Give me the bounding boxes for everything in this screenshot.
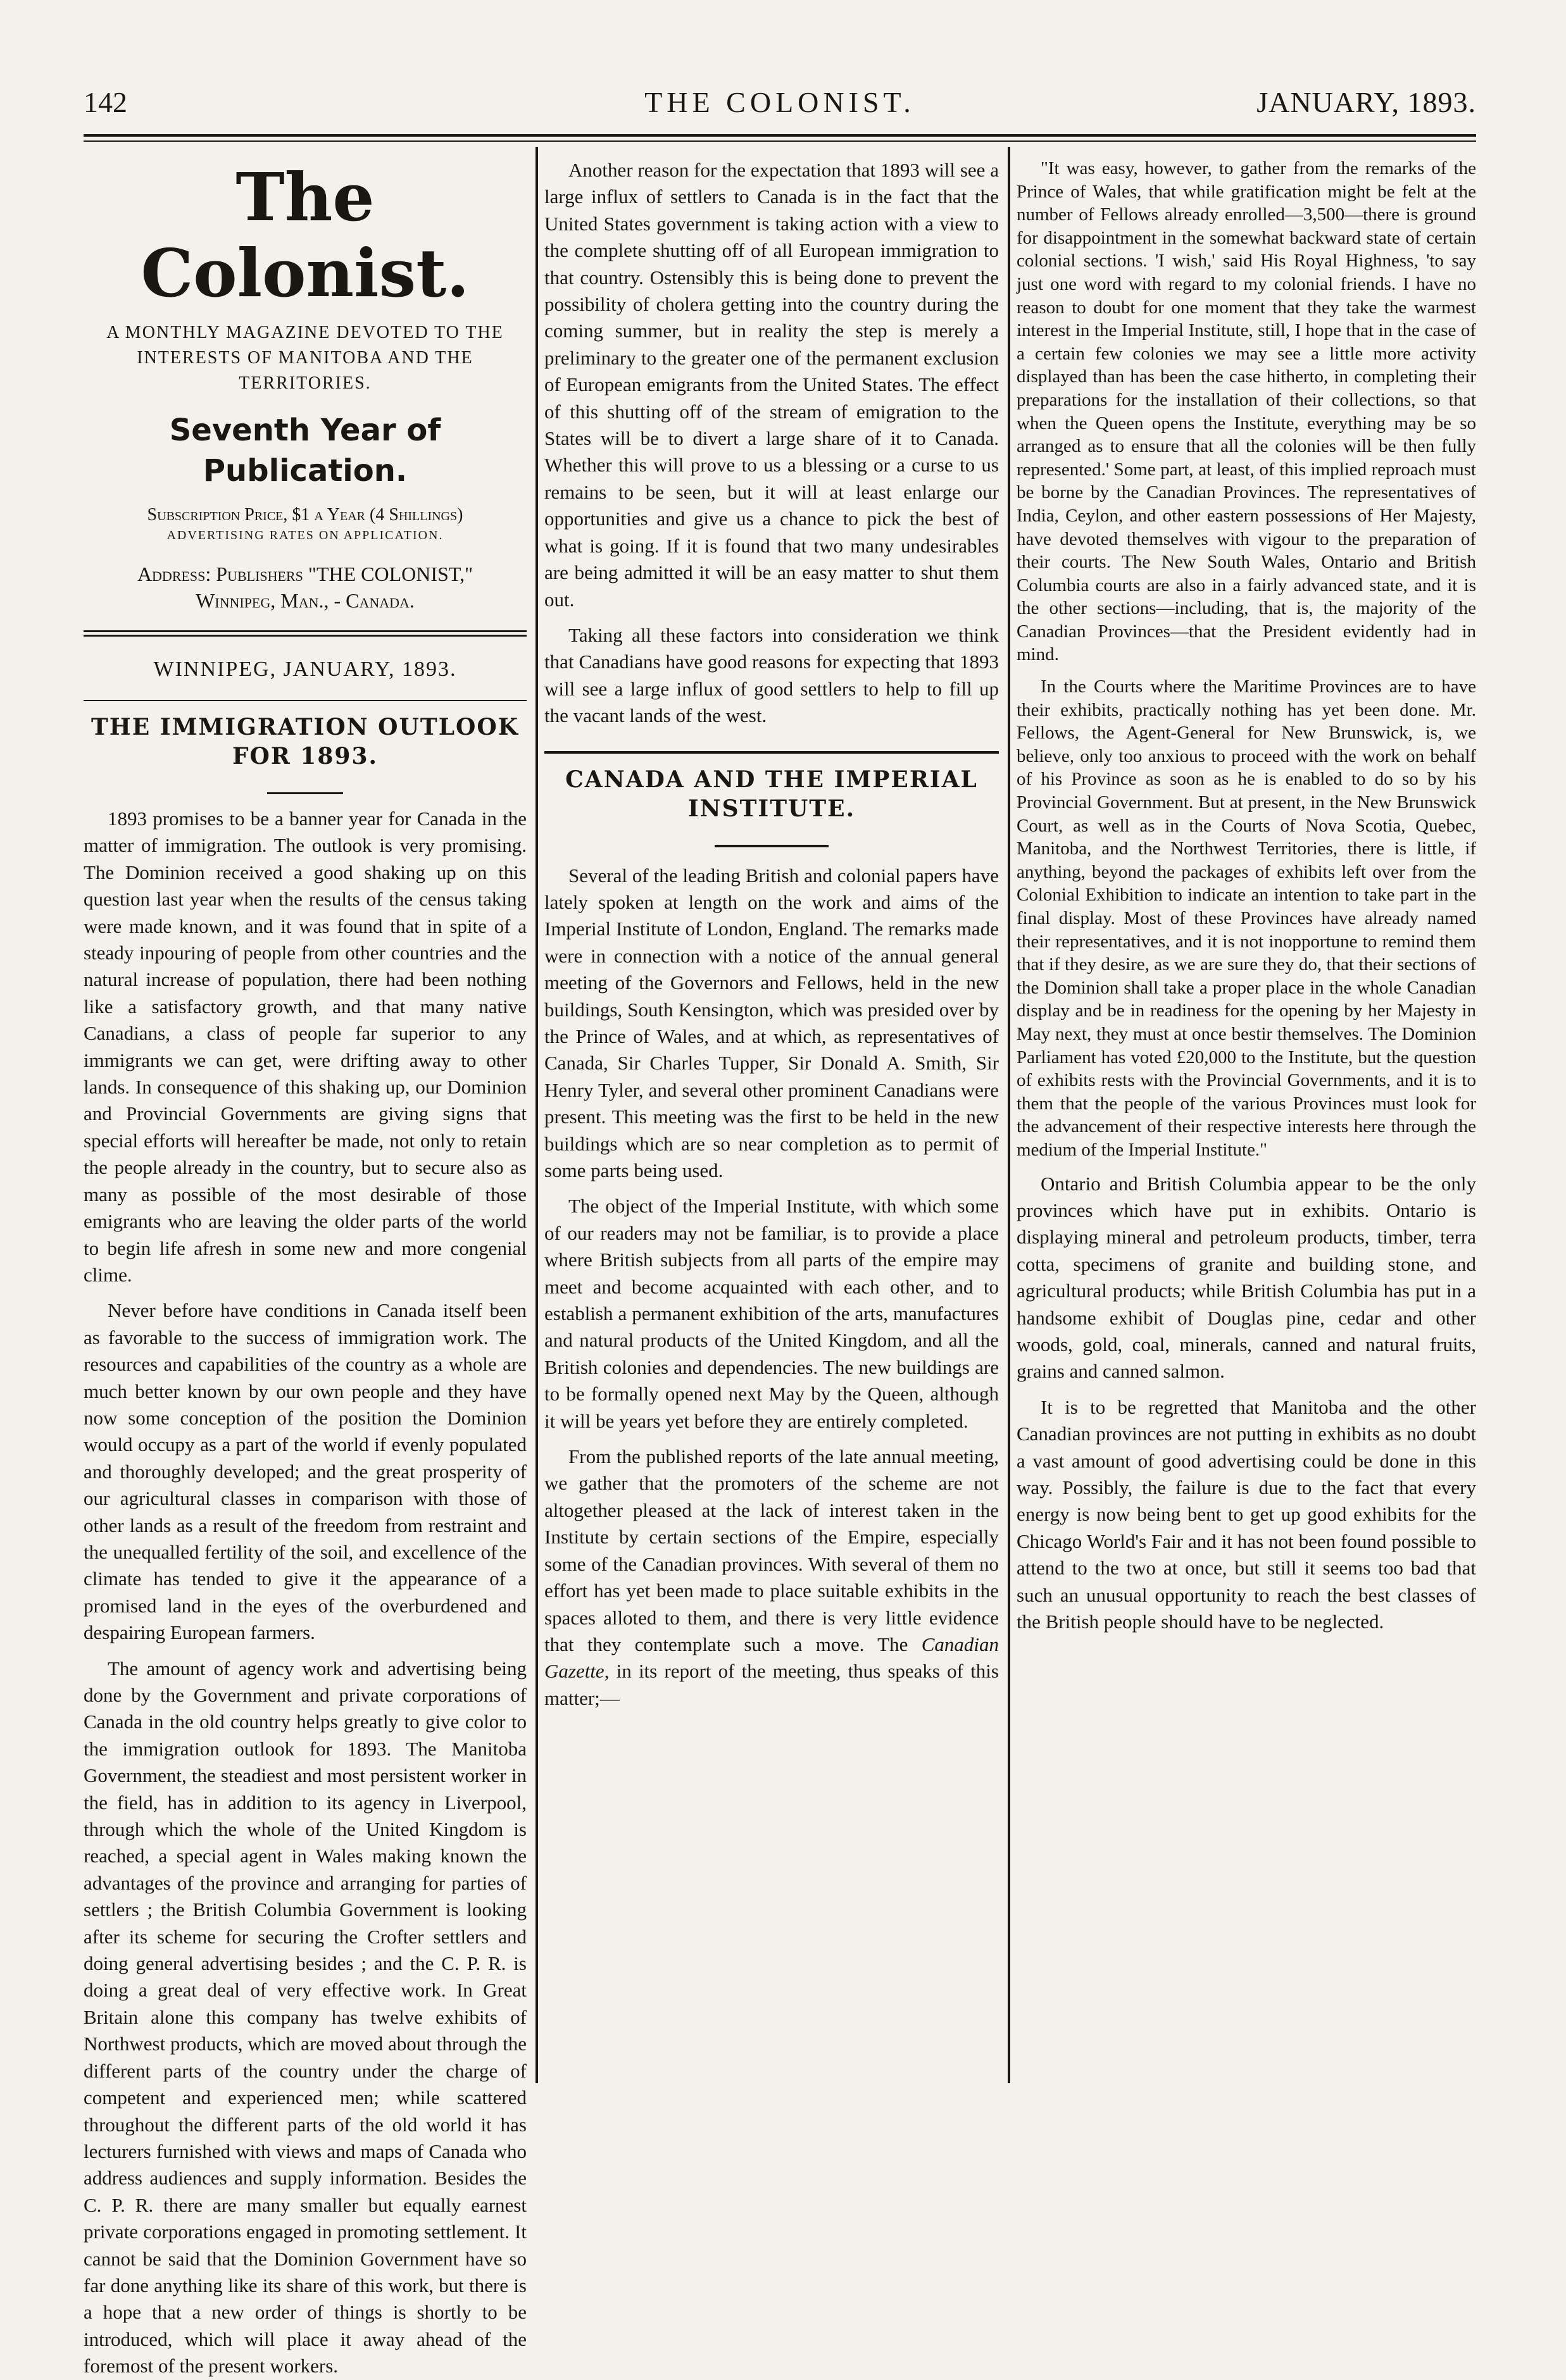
paragraph-text: From the published reports of the late annual meeting, we gather that the promoters of the scheme are not altogether pleased at the lack of interest taken in the Institute by certain sections of the Empire, especially some of the Canadian provinces. With several of them no effort has yet been made to place suitable exhibits in the spaces alloted to them, and there is very little evidence that they contemplate such a move. The	[544, 1445, 999, 1655]
paragraph: 1893 promises to be a banner year for Canada in the matter of immigration. The outlook is very promising. The Dominion received a good shaking up on this question last year when the results of the census taking were made known, and it was found that in spite of a steady inpouring of people from other countries and the natural increase of population, there had been nothing like a satisfactory growth, and that many native Canadians, a class of people far superior to any immigrants we can get, were drifting away to other lands. In consequence of this shaking up, our Dominion and Provincial Governments are giving signs that special efforts will hereafter be made, not only to retain the people already in the country, but to secure also as many as possible of the most desirable of those emigrants who are leaving the older parts of the world to begin life afresh in some new and more congenial clime.	[84, 807, 527, 1286]
dateline: WINNIPEG, JANUARY, 1893.	[153, 657, 457, 681]
masthead	[84, 159, 527, 614]
head-rule	[84, 134, 1476, 137]
quoted-paragraph: In the Courts where the Maritime Provinces are to have their exhibits, practically nothing has yet been done. Mr. Fellows, the Agent-General for New Brunswick, is, we believe, only too anxious to proceed with the work on behalf of his Province as soon as he is enabled to do so by his Provincial Government. But at present, in the New Brunswick Court, as well as in the Courts of Nova Scotia, Quebec, Manitoba, and the Northwest Territories, there is little, if anything, beyond the packages of exhibits left over from the Colonial Exhibition to indicate an intention to take part in the final display. Most of these Provinces have already named their representatives, and it is not inopportune to remind them that if they desire, as we are sure they do, that their sections of the Dominion shall take a proper place in the whole Canadian display and be in readiness for the opening by her Majesty in May next, they must at once bestir themselves. The Dominion Parliament has voted £20,000 to the Institute, but the question of exhibits rests with the Provincial Governments, and it is to them that the people of the various Provinces must look for the advancement of their respective interests here through the medium of the Imperial Institute."	[1017, 676, 1476, 1160]
paragraph: Taking all these factors into consideration we think that Canadians have good reasons for expecting that 1893 will see a large influx of good settlers to help to fill up the vacant lands of the west.	[544, 623, 999, 727]
column-3	[1017, 157, 1476, 2081]
column-1	[84, 157, 527, 2377]
paragraph: Another reason for the expectation that 1893 will see a large influx of settlers to Canada is in the fact that the United States government is taking action with a view to the complete shutting off of all European immigration to that country. Ostensibly this is being done to prevent the possibility of cholera getting into the country during the coming summer, but in reality the step is merely a preliminary to the greater one of the permanent exclusion of European emigrants from the United States. The effect of this shutting off of the stream of emigration to the States will be to divert a large share of it to Canada. Whether this will prove to us a blessing or a curse to us remains to be seen, but it will at least enlarge our opportunities and give us a chance to pick the best of what is going. If it is found that two many undesirables are being admitted it will be an easy matter to shut them out.	[544, 159, 999, 611]
advertising-rates: ADVERTISING RATES ON APPLICATION.	[166, 528, 444, 542]
magazine-name: The Colonist.	[141, 158, 470, 312]
paragraph	[544, 1443, 999, 1712]
running-head	[84, 84, 1476, 121]
paragraph: Several of the leading British and colonial papers have lately spoken at length on the work and aims of the Imperial Institute of London, England. The remarks made were in connection with a notice of the annual general meeting of the Governors and Fellows, held in the new buildings, South Kensington, which was presided over by the Prince of Wales, and at which, as representatives of Canada, Sir Charles Tupper, Sir Donald A. Smith, Sir Henry Tyler, and several other prominent Canadians were present. This meeting was the first to be held in the new buildings which are so near completion as to permit of some parts being used.	[544, 864, 999, 1181]
paragraph: Ontario and British Columbia appear to be the only provinces which have put in exhibits. Ontario is displaying mineral and petroleum products, timber, terra cotta, specimens of granite and building stone, and agricultural products; while British Columbia has put in a handsome exhibit of Douglas pine, cedar and other woods, gold, coal, minerals, canned and natural fruits, grains and canned salmon.	[1017, 1172, 1476, 1383]
dateline-rule	[84, 700, 527, 701]
paragraph-text: in its report of the meeting, thus speaks of this matter;—	[544, 1660, 999, 1709]
double-rule	[84, 630, 527, 637]
head-rule-thin	[84, 140, 1476, 142]
issue-date: JANUARY, 1893.	[1256, 86, 1476, 118]
paragraph: Never before have conditions in Canada itself been as favorable to the success of immigration work. The resources and capabilities of the country as a whole are much better known by our own people and they have now some conception of the position the Dominion would occupy as a part of the world if evenly populated and thoroughly developed; and the great prosperity of our agricultural classes in comparison with those of other lands as a result of the freedom from restraint and the unequalled fertility of the soil, and excellence of the climate has tended to give it the appearance of a promised land in the eyes of the overburdened and despairing European farmers.	[84, 1299, 527, 1644]
publication-title: Canadian Gazette,	[544, 1633, 999, 1683]
section-rule	[544, 751, 999, 754]
magazine-description: A MONTHLY MAGAZINE DEVOTED TO THE INTERESTS OF MANITOBA AND THE TERRITORIES.	[106, 323, 504, 393]
page-number: 142	[84, 86, 127, 118]
publication-year: Seventh Year of Publication.	[169, 413, 441, 489]
paragraph: The amount of agency work and advertising being done by the Government and private corporations of Canada in the old country helps greatly to give color to the immigration outlook for 1893. The Manitoba Government, the steadiest and most persistent worker in the field, has in addition to its agency in Liverpool, through which the whole of the United Kingdom is reached, a special agent in Wales making known the advantages of the province and arranging for parties of settlers ; the British Columbia Government is looking after its scheme for securing the Crofter settlers and doing general advertising besides ; and the C. P. R. is doing a great deal of very effective work. In Great Britain alone this company has twelve exhibits of Northwest products, which are moved about through the different parts of the country under the charge of competent and experienced men; while scattered throughout the different parts of the old world it has lecturers furnished with views and maps of Canada who address audiences and supply information. Besides the C. P. R. there are many smaller but equally earnest private corporations engaged in promoting settlement. It cannot be said that the Dominion Government have so far done anything like its share of this work, but there is a hope that a new order of things is shortly to be introduced, which will place it away ahead of the foremost of the present workers.	[84, 1657, 527, 2377]
subscription-price: Subscription Price, $1 a Year (4 Shillings)	[147, 505, 463, 525]
quoted-paragraph: "It was easy, however, to gather from the remarks of the Prince of Wales, that while gratification might be felt at the number of Fellows already enrolled—3,500—there is ground for disappointment in the somewhat backward state of certain colonial sections. 'I wish,' said His Royal Highness, 'to say just one word with regard to my colonial friends. I have no reason to doubt for one moment that they take the warmest interest in the Imperial Institute, still, I hope that in the case of a certain few colonies we may see a little more activity displayed than has been the case hitherto, in completing their preparations for the installation of their collections, so that when the Queen opens the Institute, everything may be so arranged as to ensure that all the colonies will be then fully represented.' Some part, at least, of this implied reproach must be borne by the Canadian Provinces. The representatives of India, Ceylon, and other eastern possessions of Her Majesty, have devoted themselves with vigour to the preparation of their courts. The New South Wales, Ontario and British Columbia courts are also in a fairly advanced state, and it is the other sections—including, that is, the majority of the Canadian Provinces—that the President evidently had in mind.	[1017, 158, 1476, 665]
address-line: Address: Publishers "THE COLONIST,"	[137, 563, 473, 585]
article-headline: THE IMMIGRATION OUTLOOK FOR 1893.	[91, 714, 520, 769]
column-2	[544, 157, 999, 2081]
column-divider	[1008, 147, 1010, 2083]
address-city: Winnipeg, Man., - Canada.	[196, 589, 415, 612]
headline-rule	[267, 792, 343, 794]
column-divider	[536, 147, 538, 2083]
paragraph: The object of the Imperial Institute, with which some of our readers may not be familiar, is to provide a place where British subjects from all parts of the empire may meet and become acquainted with each other, and to establish a permanent exhibition of the arts, manufactures and natural products of the United Kingdom, and all the British colonies and dependencies. The new buildings are to be formally opened next May by the Queen, although it will be years yet before they are entirely completed.	[544, 1195, 999, 1432]
article-headline: CANADA AND THE IMPERIAL INSTITUTE.	[565, 766, 978, 822]
running-title: THE COLONIST.	[644, 86, 915, 118]
paragraph: It is to be regretted that Manitoba and the other Canadian provinces are not putting in exhibits as no doubt a vast amount of good advertising could be done in this way. Possibly, the failure is due to the fact that every energy is now being bent to get up good exhibits for the Chicago World's Fair and it has not been found possible to attend to the two at once, but still it seems too bad that such an unusual opportunity to reach the best classes of the British people should have to be neglected.	[1017, 1395, 1476, 1633]
headline-rule	[715, 845, 829, 847]
